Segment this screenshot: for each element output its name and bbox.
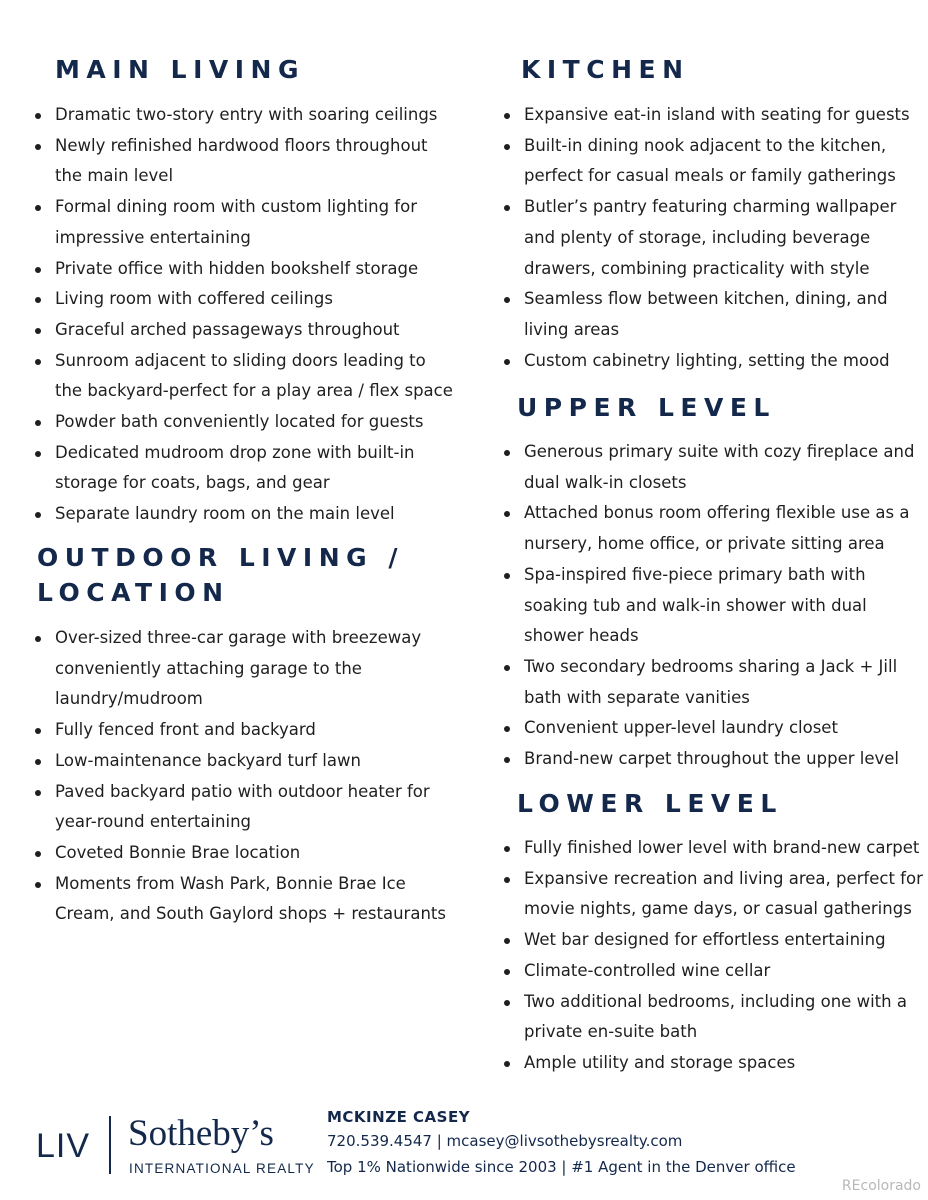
list-item [504,864,923,925]
upper-level-list [504,437,914,775]
agent-tagline: Top 1% Nationwide since 2003 | #1 Agent in the Denver office [327,1157,796,1176]
list-item-line: Climate-controlled wine cellar [524,960,771,980]
list-item [35,131,453,192]
logo-subtitle: INTERNATIONAL REALTY [129,1161,315,1176]
list-item [35,192,453,253]
list-item-line: Fully fenced front and backyard [55,720,316,740]
list-item-line: Two secondary bedrooms sharing a Jack + Jill [524,656,898,676]
list-item-line: Ample utility and storage spaces [524,1052,796,1072]
kitchen-list [504,100,910,376]
list-item-line: Fully finished lower level with brand-new carpet [524,838,920,857]
kitchen-heading: KITCHEN [521,55,690,84]
list-item-line: Wet bar designed for effortless entertaining [524,930,886,950]
list-item-line: dual walk-in closets [524,472,687,492]
outdoor-living-heading-line1: OUTDOOR LIVING / [37,543,404,572]
list-item [35,869,446,930]
list-item [504,925,923,956]
list-item [504,100,910,131]
list-item [504,713,914,744]
list-item-line: Attached bonus room offering flexible use as a [524,503,910,523]
list-item-line: Expansive eat-in island with seating for guests [524,105,910,124]
list-item-line: Coveted Bonnie Brae location [55,842,301,862]
list-item [504,652,914,713]
list-item [504,498,914,559]
list-item-line: Over-sized three-car garage with breezeway [55,628,422,647]
agent-name: MCKINZE CASEY [327,1108,471,1126]
list-item-line: storage for coats, bags, and gear [55,473,330,493]
list-item-line: soaking tub and walk-in shower with dual [524,595,867,615]
list-item-line: the main level [55,166,174,186]
list-item [35,438,453,499]
list-item-line: Newly refinished hardwood floors throughout [55,135,428,155]
list-item [35,838,446,869]
list-item-line: shower heads [524,626,639,646]
list-item-line: perfect for casual meals or family gatherings [524,166,896,186]
list-item [35,346,453,407]
list-item [504,987,923,1048]
logo-liv-text: LIV [36,1127,91,1165]
list-item-line: Separate laundry room on the main level [55,504,395,524]
list-item-line: Built-in dining nook adjacent to the kitchen, [524,135,887,155]
list-item-line: Butler’s pantry featuring charming wallpaper [524,197,897,217]
list-item-line: Brand-new carpet throughout the upper level [524,749,899,769]
list-item-line: Expansive recreation and living area, perfect for [524,868,923,888]
list-item [504,833,923,864]
list-item [35,254,453,285]
list-item-line: bath with separate vanities [524,687,750,707]
list-item-line: impressive entertaining [55,227,251,247]
list-item [504,437,914,498]
logo-divider [109,1116,111,1174]
list-item-line: Spa-inspired five-piece primary bath with [524,564,866,584]
list-item [35,284,453,315]
list-item-line: Cream, and South Gaylord shops + restaurants [55,904,446,924]
list-item [35,623,446,715]
list-item-line: Custom cabinetry lighting, setting the mood [524,350,890,370]
list-item [35,407,453,438]
list-item-line: Generous primary suite with cozy fireplace and [524,442,915,461]
list-item [504,346,910,377]
outdoor-living-heading-line2: LOCATION [37,578,230,607]
list-item-line: Graceful arched passageways throughout [55,319,400,339]
list-item-line: drawers, combining practicality with style [524,258,870,278]
list-item-line: Seamless flow between kitchen, dining, and [524,289,888,309]
list-item-line: Powder bath conveniently located for guests [55,412,424,432]
list-item-line: year-round entertaining [55,812,252,832]
agent-contact: 720.539.4547 | mcasey@livsothebysrealty.com [327,1132,683,1150]
list-item [35,777,446,838]
list-item-line: Dedicated mudroom drop zone with built-in [55,442,415,462]
list-item-line: and plenty of storage, including beverage [524,227,871,247]
main-living-list [35,100,453,530]
list-item-line: conveniently attaching garage to the [55,658,362,678]
list-item [35,315,453,346]
list-item [504,192,910,284]
logo-brand-text: Sotheby’s [128,1113,274,1154]
list-item-line: Low-maintenance backyard turf lawn [55,750,361,770]
list-item [35,499,453,530]
list-item-line: movie nights, game days, or casual gatherings [524,899,912,919]
agent-contact-block [327,1105,796,1180]
list-item-line: Moments from Wash Park, Bonnie Brae Ice [55,873,406,893]
list-item-line: Dramatic two-story entry with soaring ceilings [55,105,438,124]
lower-level-heading: LOWER LEVEL [517,789,783,818]
list-item-line: the backyard-perfect for a play area / flex space [55,381,453,401]
list-item-line: Convenient upper-level laundry closet [524,718,838,738]
list-item-line: nursery, home office, or private sitting area [524,534,885,554]
list-item [504,560,914,652]
outdoor-living-list [35,623,446,930]
list-item-line: laundry/mudroom [55,689,203,709]
list-item-line: Private office with hidden bookshelf storage [55,258,419,278]
list-item [504,956,923,987]
list-item [504,131,910,192]
list-item [504,744,914,775]
list-item-line: private en-suite bath [524,1022,698,1042]
list-item-line: Living room with coffered ceilings [55,289,333,309]
list-item-line: Sunroom adjacent to sliding doors leading to [55,350,426,370]
list-item [35,100,453,131]
list-item [35,746,446,777]
lower-level-list [504,833,923,1079]
list-item-line: Two additional bedrooms, including one with a [524,991,907,1011]
main-living-heading: MAIN LIVING [55,55,305,84]
list-item [35,715,446,746]
recolorado-watermark: REcolorado [841,1178,921,1194]
list-item-line: Formal dining room with custom lighting for [55,197,417,217]
list-item [504,1048,923,1079]
list-item-line: Paved backyard patio with outdoor heater for [55,781,430,801]
list-item-line: living areas [524,319,620,339]
upper-level-heading: UPPER LEVEL [517,393,776,422]
list-item [504,284,910,345]
